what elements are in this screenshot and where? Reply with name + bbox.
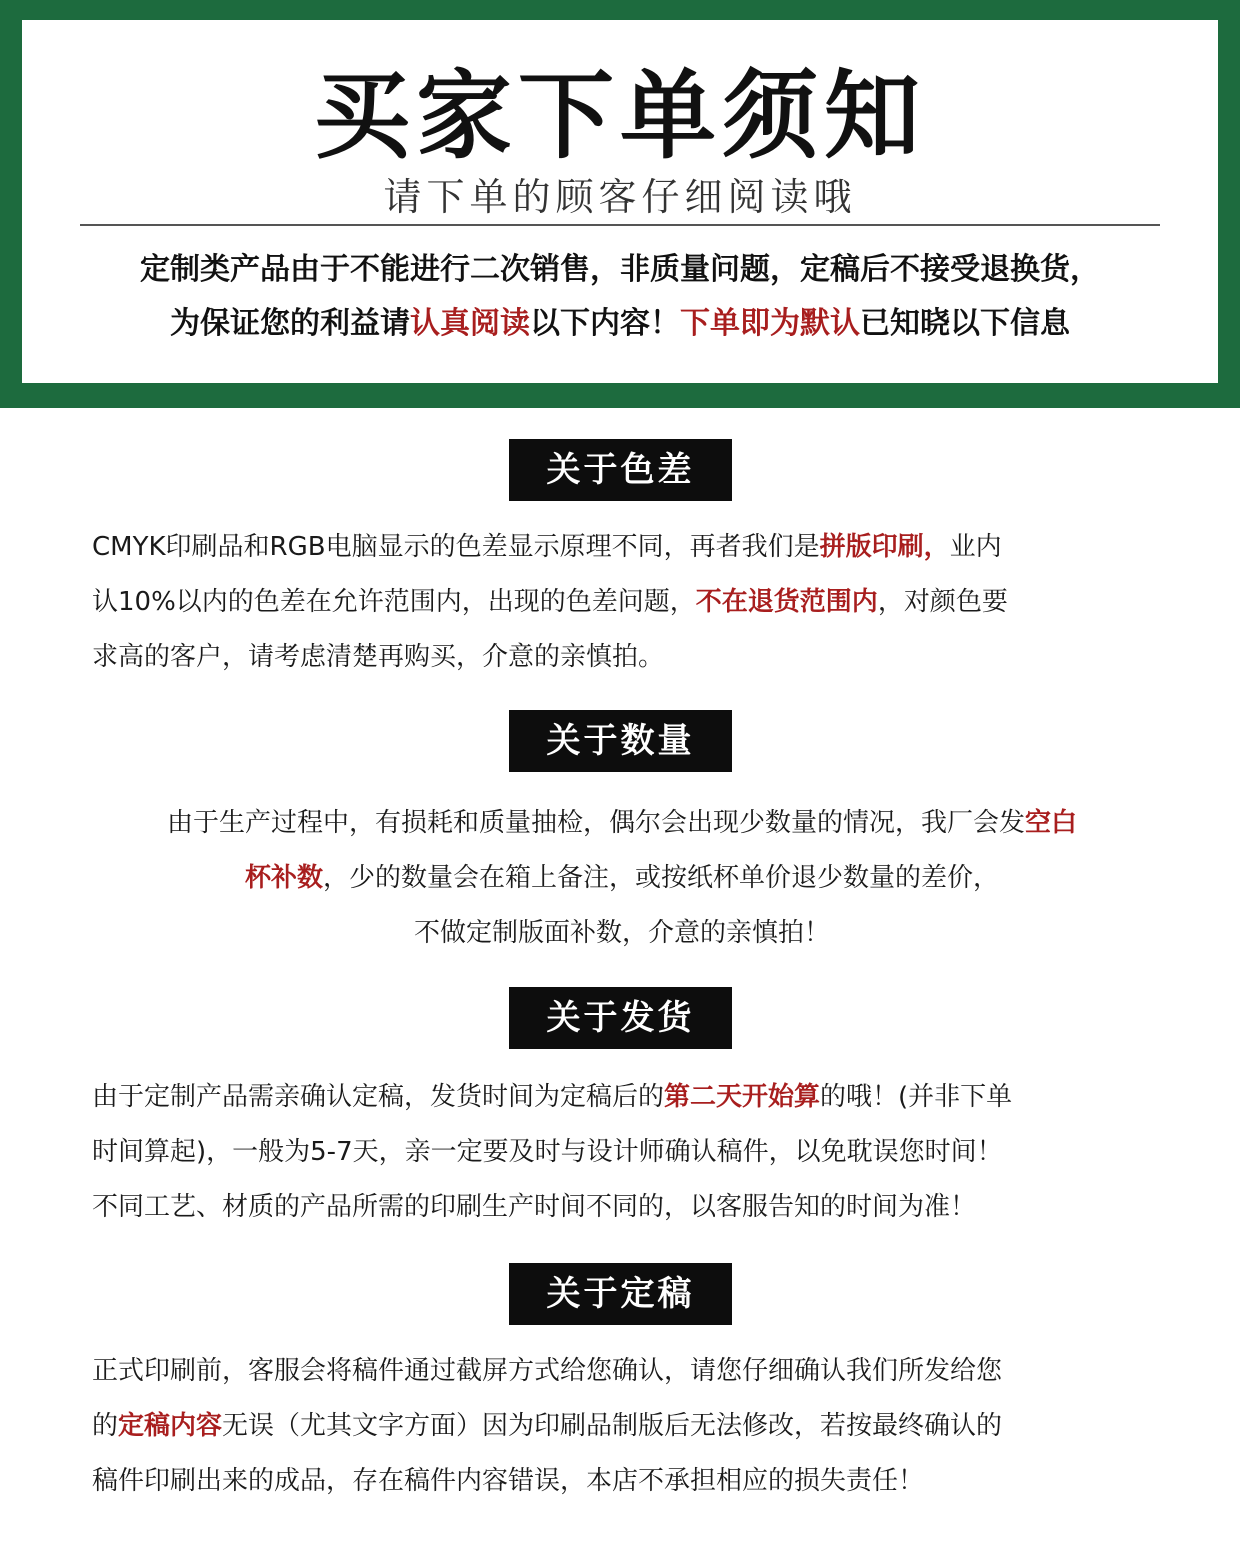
body-text: CMYK印刷品和RGB电脑显示的色差显示原理不同，再者我们是 — [92, 532, 820, 562]
body-highlight: 杯补数 — [244, 863, 323, 893]
body-highlight: 空白 — [1025, 808, 1078, 838]
body-text: 求高的客户，请考虑清楚再购买，介意的亲慎拍。 — [92, 642, 665, 672]
body-text: 认10%以内的色差在允许范围内，出现的色差问题， — [92, 587, 696, 617]
body-highlight: 第二天开始算 — [664, 1082, 821, 1112]
body-line — [92, 796, 1152, 851]
body-line — [92, 575, 1152, 630]
body-line — [92, 1180, 1152, 1235]
page-subtitle: 请下单的顾客仔细阅读哦 — [383, 175, 857, 219]
body-text: 稿件印刷出来的成品，存在稿件内容错误，本店不承担相应的损失责任！ — [92, 1466, 925, 1496]
notice-text: 定制类产品由于不能进行二次销售，非质量问题，定稿后不接受退换货， — [140, 252, 1100, 287]
section-title-shipping: 关于发货 — [509, 987, 732, 1049]
body-text: ，少的数量会在箱上备注，或按纸杯单价退少数量的差价， — [323, 863, 1000, 893]
body-text: 由于生产过程中，有损耗和质量抽检，偶尔会出现少数量的情况，我厂会发 — [166, 808, 1025, 838]
body-text: 由于定制产品需亲确认定稿，发货时间为定稿后的 — [92, 1082, 665, 1112]
body-highlight: 拼版印刷， — [819, 532, 950, 562]
notice-line-2 — [22, 304, 1218, 344]
section-body-quantity — [92, 796, 1152, 961]
body-text: 业内 — [949, 532, 1002, 562]
section-body-final-draft — [92, 1344, 1152, 1509]
body-line — [92, 1070, 1152, 1125]
section-body-shipping — [92, 1070, 1152, 1235]
body-text: ，对颜色要 — [877, 587, 1008, 617]
notice-highlight: 认真阅读 — [410, 306, 530, 341]
section-title-quantity: 关于数量 — [509, 710, 732, 772]
header-frame — [0, 0, 1240, 408]
section-body-color-difference — [92, 520, 1152, 685]
body-text: 时间算起)，一般为5-7天，亲一定要及时与设计师确认稿件，以免耽误您时间！ — [92, 1137, 1003, 1167]
body-highlight: 不在退货范围内 — [695, 587, 878, 617]
section-title-color-difference: 关于色差 — [509, 439, 732, 501]
body-line — [92, 1454, 1152, 1509]
body-text: 不同工艺、材质的产品所需的印刷生产时间不同的，以客服告知的时间为准！ — [92, 1192, 977, 1222]
body-highlight: 定稿内容 — [118, 1411, 223, 1441]
page-title: 买家下单须知 — [314, 60, 926, 172]
body-line — [92, 1344, 1152, 1399]
body-text: 不做定制版面补数，介意的亲慎拍！ — [413, 918, 830, 948]
notice-highlight: 下单即为默认 — [680, 306, 860, 341]
header-divider — [80, 224, 1160, 226]
notice-text: 已知晓以下信息 — [860, 306, 1070, 341]
notice-text: 以下内容！ — [530, 306, 680, 341]
body-text: 的哦！(并非下单 — [820, 1082, 1013, 1112]
header-panel — [22, 20, 1218, 383]
notice-text: 为保证您的利益请 — [170, 306, 410, 341]
body-line — [92, 1399, 1152, 1454]
body-line — [92, 630, 1152, 685]
body-line — [92, 906, 1152, 961]
body-line — [92, 1125, 1152, 1180]
body-text: 的 — [92, 1411, 119, 1441]
body-text: 正式印刷前，客服会将稿件通过截屏方式给您确认，请您仔细确认我们所发给您 — [92, 1356, 1003, 1386]
body-line — [92, 520, 1152, 575]
section-title-final-draft: 关于定稿 — [509, 1263, 732, 1325]
notice-line-1 — [22, 250, 1218, 290]
body-text: 无误（尤其文字方面）因为印刷品制版后无法修改，若按最终确认的 — [222, 1411, 1003, 1441]
body-line — [92, 851, 1152, 906]
